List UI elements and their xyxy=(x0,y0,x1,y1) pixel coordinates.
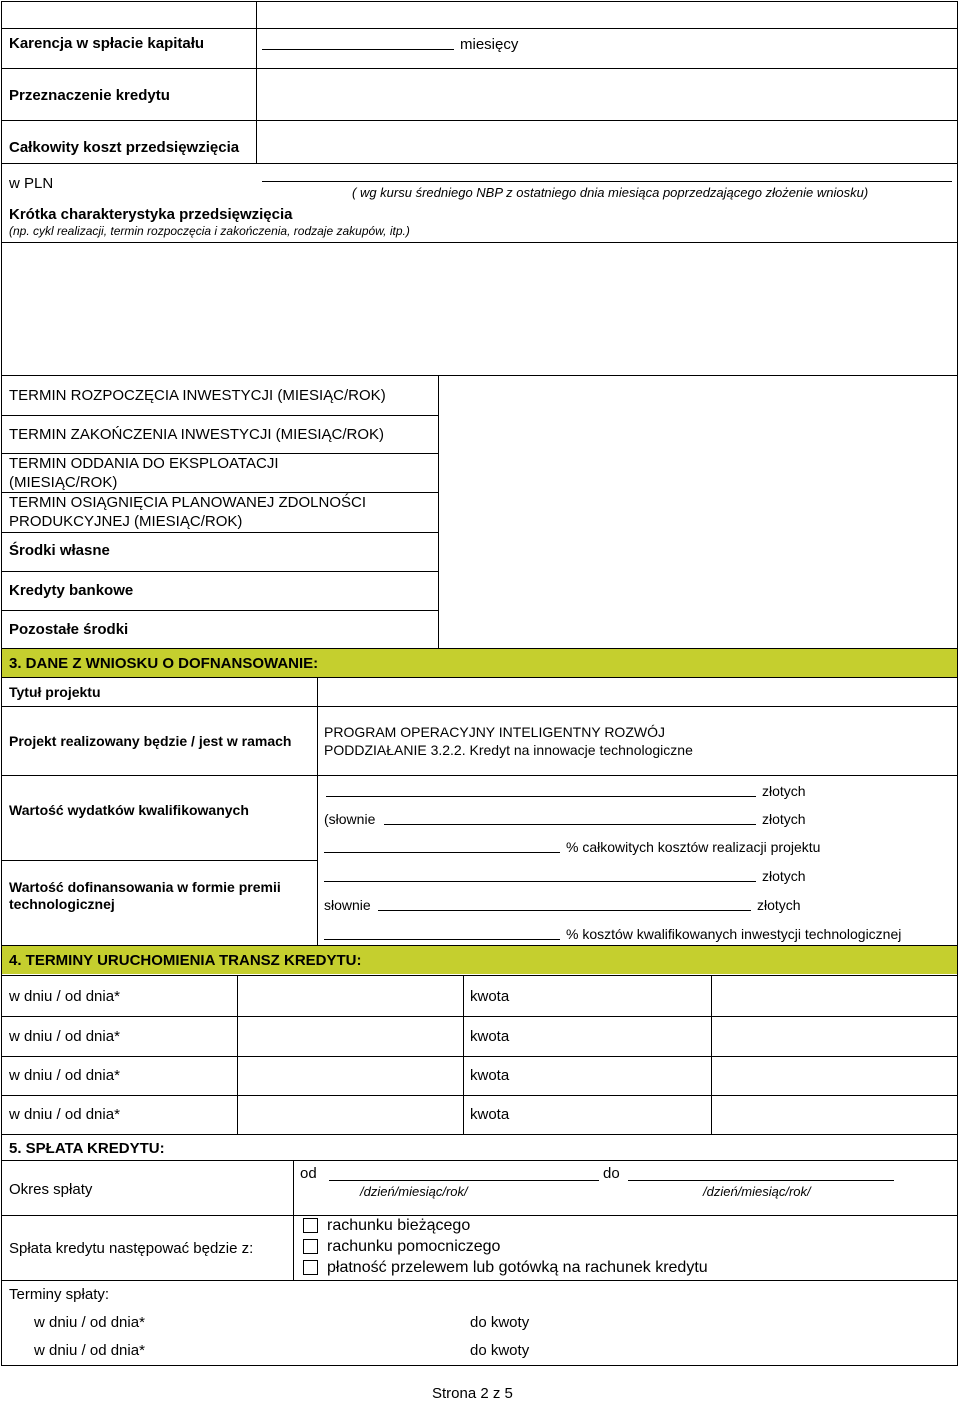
tranche-amount-label: kwota xyxy=(470,988,510,1005)
term-capacity-1: TERMIN OSIĄGNIĘCIA PLANOWANEJ ZDOLNOŚCI xyxy=(9,494,366,511)
section3-header: 3. DANE Z WNIOSKU O DOFNANSOWANIE: xyxy=(9,655,319,672)
period-to-input[interactable] xyxy=(628,1180,894,1181)
grant-pct-text: % kosztów kwalifikowanych inwestycji technologicznej xyxy=(566,926,902,942)
grant-zlotych-2: złotych xyxy=(757,897,801,913)
eligible-label: Wartość wydatków kwalifikowanych xyxy=(9,802,249,818)
grant-label-2: technologicznej xyxy=(9,896,115,912)
project-title-label: Tytuł projektu xyxy=(9,684,101,700)
tranche-date-label: w dniu / od dnia* xyxy=(9,1106,120,1123)
eligible-amount-input[interactable] xyxy=(326,796,756,797)
grant-label-1: Wartość dofinansowania w formie premii xyxy=(9,879,281,895)
grace-input[interactable] xyxy=(262,49,454,50)
summary-label: Krótka charakterystyka przedsięwzięcia xyxy=(9,206,293,223)
option-label: płatność przelewem lub gotówką na rachunek kredytu xyxy=(327,1259,708,1276)
tranche-amount-label: kwota xyxy=(470,1106,510,1123)
eligible-slownie: (słownie xyxy=(324,811,376,827)
eligible-pct-text: % całkowitych kosztów realizacji projektu xyxy=(566,839,821,855)
option-checkbox[interactable] xyxy=(303,1218,318,1233)
repay-date-label: w dniu / od dnia* xyxy=(34,1342,145,1359)
term-commission-2: (MIESIĄC/ROK) xyxy=(9,474,118,491)
program-label: Projekt realizowany będzie / jest w ramach xyxy=(9,733,292,749)
grant-words-input[interactable] xyxy=(378,910,751,911)
summary-hint: (np. cykl realizacji, termin rozpoczęcia i zakończenia, rodzaje zakupów, itp.) xyxy=(9,224,410,238)
grant-amount-input[interactable] xyxy=(324,881,756,882)
grant-pct-input[interactable] xyxy=(324,939,560,940)
period-from-hint: /dzień/miesiąc/rok/ xyxy=(360,1184,468,1199)
period-from: od xyxy=(300,1165,317,1182)
tranche-date-label: w dniu / od dnia* xyxy=(9,1028,120,1045)
eligible-pct-input[interactable] xyxy=(324,852,560,853)
tranche-amount-label: kwota xyxy=(470,1067,510,1084)
eligible-zlotych: złotych xyxy=(762,783,806,799)
term-commission-1: TERMIN ODDANIA DO EKSPLOATACJI xyxy=(9,455,279,472)
period-from-input[interactable] xyxy=(329,1180,599,1181)
tranche-date-label: w dniu / od dnia* xyxy=(9,988,120,1005)
option-label: rachunku bieżącego xyxy=(327,1217,471,1234)
repay-date-label: w dniu / od dnia* xyxy=(34,1314,145,1331)
period-to: do xyxy=(603,1165,620,1182)
page-number: Strona 2 z 5 xyxy=(432,1385,513,1402)
program-line-2: PODDZIAŁANIE 3.2.2. Kredyt na innowacje technologiczne xyxy=(324,742,693,758)
repay-amount-label: do kwoty xyxy=(470,1342,530,1359)
total-cost-label: Całkowity koszt przedsięwzięcia xyxy=(9,139,240,156)
pln-label: w PLN xyxy=(9,175,54,192)
tranche-date-label: w dniu / od dnia* xyxy=(9,1067,120,1084)
period-label: Okres spłaty xyxy=(9,1181,93,1198)
grace-label: Karencja w spłacie kapitału xyxy=(9,35,205,52)
funding-own: Środki własne xyxy=(9,542,110,559)
funding-other: Pozostałe środki xyxy=(9,621,129,638)
dates-label: Terminy spłaty: xyxy=(9,1286,110,1303)
term-end: TERMIN ZAKOŃCZENIA INWESTYCJI (MIESIĄC/ROK) xyxy=(9,426,385,443)
grant-zlotych: złotych xyxy=(762,868,806,884)
program-line-1: PROGRAM OPERACYJNY INTELIGENTNY ROZWÓJ xyxy=(324,724,665,740)
term-capacity-2: PRODUKCYJNEJ (MIESIĄC/ROK) xyxy=(9,513,243,530)
repay-label: Spłata kredytu następować będzie z: xyxy=(9,1240,254,1257)
pln-input[interactable] xyxy=(262,181,952,182)
purpose-field[interactable] xyxy=(257,69,957,120)
section4-header: 4. TERMINY URUCHOMIENIA TRANSZ KREDYTU: xyxy=(9,952,362,969)
repay-amount-label: do kwoty xyxy=(470,1314,530,1331)
grace-unit: miesięcy xyxy=(460,36,519,53)
pln-note: ( wg kursu średniego NBP z ostatniego dnia miesiąca poprzedzającego złożenie wniosku) xyxy=(352,185,869,200)
project-title-field[interactable] xyxy=(318,678,957,706)
purpose-label: Przeznaczenie kredytu xyxy=(9,87,170,104)
option-checkbox[interactable] xyxy=(303,1239,318,1254)
eligible-words-input[interactable] xyxy=(384,824,756,825)
funding-bank: Kredyty bankowe xyxy=(9,582,134,599)
option-checkbox[interactable] xyxy=(303,1260,318,1275)
section5-header: 5. SPŁATA KREDYTU: xyxy=(9,1140,165,1157)
summary-field[interactable] xyxy=(2,243,957,375)
tranche-amount-label: kwota xyxy=(470,1028,510,1045)
grant-slownie: słownie xyxy=(324,897,371,913)
option-label: rachunku pomocniczego xyxy=(327,1238,501,1255)
period-to-hint: /dzień/miesiąc/rok/ xyxy=(703,1184,811,1199)
term-start: TERMIN ROZPOCZĘCIA INWESTYCJI (MIESIĄC/ROK) xyxy=(9,387,386,404)
eligible-zlotych-2: złotych xyxy=(762,811,806,827)
